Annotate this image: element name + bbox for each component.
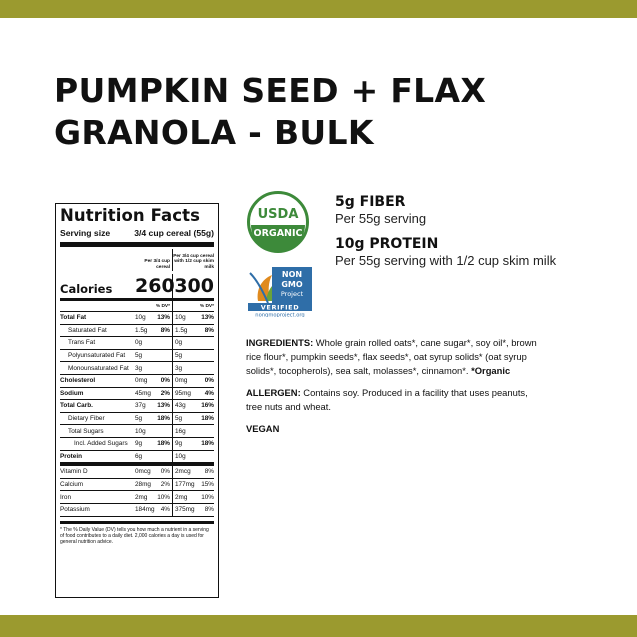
amount-cereal: 5g — [135, 352, 143, 360]
daily-value-header — [60, 301, 214, 312]
column-header-cereal: Per 3/4 cup cereal — [135, 249, 173, 271]
claim-protein-sub: Per 55g serving with 1/2 cup skim milk — [335, 253, 557, 268]
dv-header-with-milk: % DV* — [199, 303, 214, 309]
product-title-line-2: GRANOLA - BULK — [54, 113, 374, 152]
organic-note: *Organic — [471, 365, 511, 376]
dv-cereal: 13% — [155, 400, 173, 412]
nutrition-facts-panel — [55, 203, 219, 598]
ingredients-section — [246, 336, 546, 444]
nutrient-label: Sodium — [60, 389, 84, 397]
amount-cereal: 0mg — [135, 377, 148, 385]
dv-with-milk: 18% — [201, 440, 214, 448]
dv-cereal: 18% — [155, 413, 173, 425]
amount-with-milk: 177mg — [175, 481, 195, 489]
ingredients-paragraph — [246, 336, 546, 378]
nongmo-verified-text: VERIFIED — [260, 303, 300, 312]
nutrient-label: Cholesterol — [60, 377, 96, 385]
nutrient-label: Saturated Fat — [68, 326, 107, 334]
amount-with-milk: 16g — [175, 427, 186, 435]
nongmo-line-1: NON — [281, 270, 303, 279]
nutrient-label: Monounsaturated Fat — [68, 364, 129, 372]
claim-protein-head: 10g PROTEIN — [335, 236, 439, 252]
dv-cereal — [155, 425, 173, 437]
amount-cereal: 45mg — [135, 389, 151, 397]
nutrient-row — [60, 438, 214, 451]
allergen-text: Contains soy. Produced in a facility that uses peanuts, tree nuts and wheat. — [246, 387, 528, 412]
nutrient-row — [60, 388, 214, 401]
usda-organic-seal-icon — [247, 191, 309, 253]
nutrient-label: Vitamin D — [60, 468, 88, 476]
claim-fiber — [335, 193, 625, 227]
nutrient-row — [60, 466, 214, 479]
dv-with-milk: 15% — [201, 481, 214, 489]
calories-cereal: 260 — [135, 275, 175, 297]
nutrient-row — [60, 375, 214, 388]
nutrient-row — [60, 400, 214, 413]
nutrient-row — [60, 479, 214, 492]
non-gmo-project-verified-icon — [246, 265, 314, 317]
nutrient-row — [60, 312, 214, 325]
amount-cereal: 10g — [135, 314, 146, 322]
dv-cereal: 8% — [155, 325, 173, 337]
usda-seal-top-text: USDA — [257, 207, 299, 222]
vegan-label: VEGAN — [246, 423, 280, 434]
dv-cereal — [155, 451, 173, 463]
nongmo-url-text: nongmoproject.org — [255, 312, 305, 317]
amount-with-milk: 10g — [175, 452, 186, 460]
amount-cereal: 3g — [135, 364, 143, 372]
amount-with-milk: 5g — [175, 352, 183, 360]
product-title — [54, 70, 614, 154]
amount-cereal: 5g — [135, 415, 143, 423]
nutrient-label: Total Sugars — [68, 427, 104, 435]
amount-with-milk: 0mg — [175, 377, 188, 385]
amount-with-milk: 43g — [175, 402, 186, 410]
amount-cereal: 2mg — [135, 493, 148, 501]
nongmo-line-2: GMO — [281, 280, 303, 289]
nutrient-row — [60, 451, 214, 467]
amount-cereal: 0mcg — [135, 468, 151, 476]
nutrient-rows — [60, 312, 214, 466]
amount-cereal: 9g — [135, 440, 143, 448]
nutrient-row — [60, 491, 214, 504]
amount-with-milk: 375mg — [175, 506, 195, 514]
column-header-with-milk: Per 3/4 cup cereal with 1/2 cup skim milk — [173, 253, 214, 271]
vitamin-rows — [60, 466, 214, 516]
dv-with-milk: 18% — [201, 415, 214, 423]
nutrient-row — [60, 325, 214, 338]
amount-cereal: 37g — [135, 402, 146, 410]
dv-cereal: 0% — [155, 375, 173, 387]
serving-size-value: 3/4 cup cereal (55g) — [134, 228, 214, 238]
dv-cereal — [155, 362, 173, 374]
amount-with-milk: 3g — [175, 364, 183, 372]
amount-with-milk: 9g — [175, 440, 183, 448]
amount-with-milk: 10g — [175, 314, 186, 322]
nutrient-label: Incl. Added Sugars — [74, 440, 128, 448]
ingredients-text: Whole grain rolled oats*, cane sugar*, soy oil*, brown rice flour*, pumpkin seeds*, flax seeds*, oat syrup solids* (oat syrup solids*, tocopherols), sea salt, molasses*, cinnamon*. — [246, 337, 537, 376]
dv-cereal: 13% — [155, 312, 173, 324]
amount-with-milk: 2mcg — [175, 468, 191, 476]
amount-with-milk: 1.5g — [175, 326, 188, 334]
nutrient-label: Trans Fat — [68, 339, 96, 347]
allergen-label: ALLERGEN: — [246, 387, 301, 398]
dv-cereal — [155, 337, 173, 349]
serving-size-label: Serving size — [60, 228, 111, 238]
nongmo-line-3: Project — [280, 290, 304, 298]
calories-row — [60, 271, 214, 301]
nutrient-label: Protein — [60, 452, 83, 460]
dv-cereal: 18% — [155, 438, 173, 450]
amount-with-milk: 5g — [175, 415, 183, 423]
dv-cereal: 4% — [155, 504, 173, 516]
nutrient-label: Iron — [60, 493, 72, 501]
dv-with-milk: 8% — [204, 506, 214, 514]
dv-with-milk: 10% — [201, 493, 214, 501]
nutrient-label: Calcium — [60, 481, 84, 489]
dv-with-milk: 16% — [201, 402, 214, 410]
nutrient-label: Polyunsaturated Fat — [68, 352, 126, 360]
dv-cereal — [155, 350, 173, 362]
ingredients-label: INGREDIENTS: — [246, 337, 314, 348]
nutrient-row — [60, 504, 214, 517]
vegan-paragraph — [246, 422, 546, 436]
amount-with-milk: 0g — [175, 339, 183, 347]
column-headers — [60, 247, 214, 271]
amount-with-milk: 2mg — [175, 493, 188, 501]
calories-label: Calories — [60, 282, 113, 296]
amount-cereal: 184mg — [135, 506, 155, 514]
dv-cereal: 10% — [155, 491, 173, 503]
nutrient-row — [60, 362, 214, 375]
dv-with-milk: 8% — [204, 468, 214, 476]
nutrition-facts-title: Nutrition Facts — [60, 206, 201, 225]
amount-cereal: 28mg — [135, 481, 151, 489]
dv-with-milk: 4% — [204, 389, 214, 397]
nutrient-label: Total Carb. — [60, 402, 93, 410]
dv-cereal: 2% — [155, 479, 173, 491]
dv-with-milk: 13% — [201, 314, 214, 322]
daily-value-footnote: * The % Daily Value (DV) tells you how much a nutrient in a serving of food contributes to a daily diet. 2,000 calories a day is used for general nutrition advice. — [60, 521, 214, 546]
dv-with-milk: 8% — [204, 326, 214, 334]
nutrient-label: Potassium — [60, 506, 90, 514]
amount-with-milk: 95mg — [175, 389, 191, 397]
bottom-color-band — [0, 615, 637, 637]
usda-seal-bottom-text: ORGANIC — [253, 228, 303, 239]
nutrient-row — [60, 350, 214, 363]
amount-cereal: 0g — [135, 339, 143, 347]
claim-protein — [335, 235, 625, 269]
dv-cereal: 2% — [155, 388, 173, 400]
claim-fiber-head: 5g FIBER — [335, 194, 406, 210]
amount-cereal: 10g — [135, 427, 146, 435]
serving-size-row — [60, 227, 214, 247]
amount-cereal: 1.5g — [135, 326, 148, 334]
allergen-paragraph — [246, 386, 546, 414]
nutrient-label: Dietary Fiber — [68, 415, 105, 423]
dv-with-milk: 0% — [204, 377, 214, 385]
calories-with-milk: 300 — [174, 275, 214, 297]
claim-fiber-sub: Per 55g serving — [335, 211, 427, 226]
dv-cereal: 0% — [155, 466, 173, 478]
top-color-band — [0, 0, 637, 18]
nutrient-row — [60, 425, 214, 438]
product-claims — [335, 193, 625, 277]
amount-cereal: 6g — [135, 452, 143, 460]
dv-header-cereal: % DV* — [135, 301, 173, 311]
product-title-line-1: PUMPKIN SEED + FLAX — [54, 71, 487, 110]
nutrient-row — [60, 413, 214, 426]
nutrient-label: Total Fat — [60, 314, 87, 322]
nutrient-row — [60, 337, 214, 350]
